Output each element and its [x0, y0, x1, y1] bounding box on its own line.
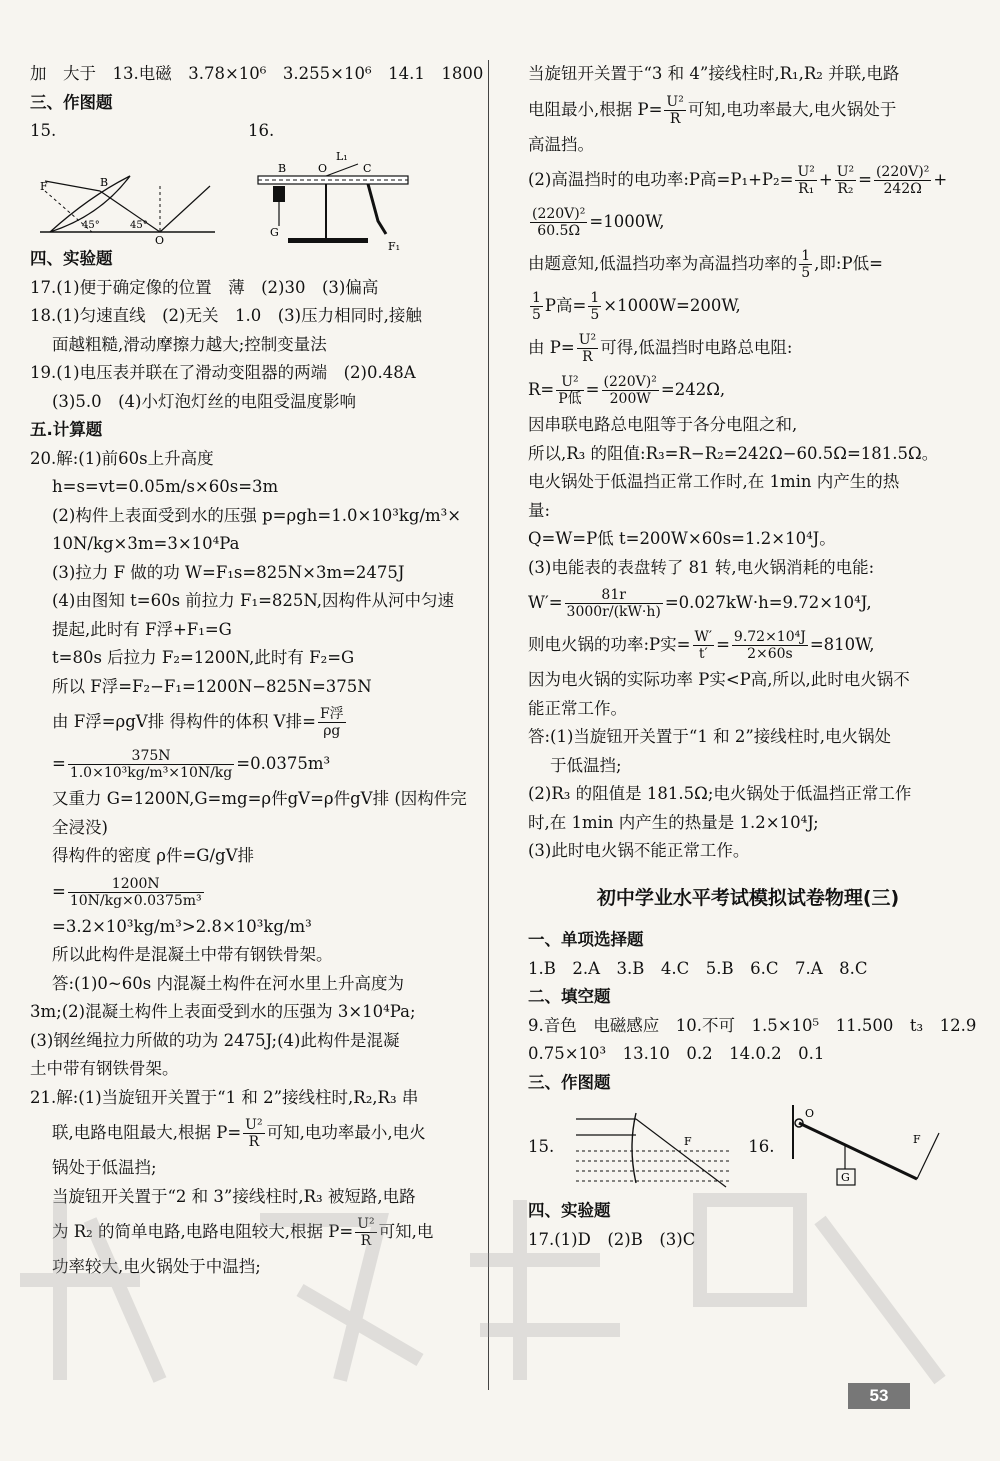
- diagram-16: [248, 117, 438, 265]
- label-G: G: [840, 1171, 850, 1184]
- denominator: 2×60s: [747, 646, 793, 662]
- fraction: [588, 290, 601, 323]
- label-angle-45: 45°: [130, 219, 148, 231]
- solution-line: 又重力 G=1200N,G=mg=ρ件gV=ρ件gV排 (因构件完: [52, 789, 467, 808]
- solution-line: (4)由图知 t=60s 前拉力 F₁=825N,因构件从河中匀速: [52, 591, 455, 610]
- formula-text: P高=: [544, 296, 587, 315]
- formula-text: 可知,电功率最小,电火: [266, 1123, 426, 1142]
- fraction: [795, 164, 816, 197]
- formula-text: ,即:P低=: [814, 254, 883, 273]
- formula-text: (2)高温挡时的电功率:P高=P₁+P₂=: [528, 170, 794, 189]
- numerator: U²: [556, 374, 583, 391]
- answer-line: 加 大于 13.电磁 3.78×10⁶ 3.255×10⁶ 14.1 1800: [30, 64, 484, 83]
- numerator: 1: [532, 290, 541, 306]
- solution-line: (2)R₃ 的阻值是 181.5Ω;电火锅处于低温挡正常工作: [528, 784, 912, 803]
- solution-line: 答:(1)0~60s 内混凝土构件在河水里上升高度为: [52, 973, 404, 993]
- formula-text: W′=: [528, 593, 563, 612]
- fraction: [243, 1117, 264, 1150]
- label-L1: L₁: [336, 149, 348, 163]
- solution-line: (2)构件上表面受到水的压强 p=ρgh=1.0×10³kg/m³×: [52, 505, 462, 525]
- formula-text: 可得,低温挡时电路总电阻:: [600, 338, 793, 357]
- solution-line: Q=W=P低 t=200W×60s=1.2×10⁴J。: [528, 529, 836, 548]
- answer-line: 17.(1)D (2)B (3)C: [528, 1229, 696, 1249]
- solution-line: 当旋钮开关置于“3 和 4”接线柱时,R₁,R₂ 并联,电路: [528, 64, 900, 83]
- right-column: [528, 60, 977, 1254]
- section-heading: 三、作图题: [528, 1072, 611, 1092]
- numerator: U²: [666, 93, 684, 110]
- lever-force-diagram: [787, 1099, 947, 1195]
- formula-text: =1000W,: [589, 212, 665, 231]
- denominator: 1.0×10³kg/m³×10N/kg: [69, 765, 233, 781]
- formula-line: [528, 582, 968, 624]
- label-O: O: [318, 161, 328, 175]
- solution-line: 得构件的密度 ρ件=G/gV排: [52, 846, 254, 865]
- answer-line: 19.(1)电压表并联在了滑动变阻器的两端 (2)0.48A: [30, 363, 416, 382]
- denominator: P低: [558, 391, 582, 407]
- solution-line: =3.2×10³kg/m³>2.8×10³kg/m³: [52, 916, 312, 936]
- solution-line: 时,在 1min 内产生的热量是 1.2×10⁴J;: [528, 812, 819, 832]
- formula-line: = $\frac{1200N}{\text{10N/kg×0.0375m³}}$: [52, 875, 202, 909]
- label-F: F: [40, 179, 48, 193]
- label-C: C: [363, 161, 372, 175]
- solution-line: 10N/kg×3m=3×10⁴Pa: [52, 534, 240, 553]
- section-heading: 一、单项选择题: [528, 930, 644, 949]
- fraction: [68, 748, 234, 781]
- fraction: [577, 332, 598, 365]
- label-F1: F₁: [388, 239, 401, 253]
- formula-text: R=: [528, 380, 555, 399]
- formula-line: [30, 1112, 470, 1154]
- denominator: 5: [532, 307, 541, 323]
- denominator: t′: [698, 646, 708, 662]
- column-divider: [488, 60, 489, 1390]
- answer-line: 18.(1)匀速直线 (2)无关 1.0 (3)压力相同时,接触: [30, 306, 422, 325]
- solution-line: 锅处于低温挡;: [52, 1158, 157, 1177]
- formula-line: [528, 243, 968, 285]
- fraction: [732, 629, 808, 662]
- numerator: U²: [797, 164, 815, 180]
- denominator: R: [582, 349, 593, 365]
- formula-text: 电阻最小,根据 P=: [528, 99, 663, 119]
- denominator: 60.5Ω: [537, 223, 581, 239]
- fraction: [799, 248, 812, 281]
- solution-line: t=80s 后拉力 F₂=1200N,此时有 F₂=G: [52, 648, 355, 667]
- refraction-diagram: [566, 1099, 736, 1195]
- solution-line: 高温挡。: [528, 134, 594, 154]
- section-heading: 四、实验题: [30, 249, 113, 268]
- lens-reflection-diagram: [30, 146, 220, 246]
- denominator: R: [248, 1134, 260, 1150]
- formula-line: (2)高温挡时的电功率:P高=P₁+P₂= $\frac{\text{U²}}{\text{R₁}}$ + $\frac{\text{U²}}{\text{R₂}}$ = $\frac{\text{(220V)²}}{242\Omega}$ +: [528, 164, 948, 197]
- solution-line: 于低温挡;: [550, 755, 622, 775]
- formula-text: 为 R₂ 的简单电路,电路电阻较大,根据 P=: [52, 1222, 354, 1241]
- label-angle-45: 45°: [82, 219, 100, 231]
- numerator: U²: [578, 332, 597, 348]
- solution-line: (3)此时电火锅不能正常工作。: [528, 841, 750, 860]
- solution-line: 所以,R₃ 的阻值:R₃=R−R₂=242Ω−60.5Ω=181.5Ω。: [528, 443, 939, 463]
- numerator: U²: [245, 1117, 263, 1133]
- diagram-number: 15.: [528, 1136, 555, 1156]
- numerator: W′: [694, 629, 713, 645]
- solution-line: 量:: [528, 500, 551, 520]
- solution-line: 提起,此时有 F浮+F₁=G: [52, 619, 232, 639]
- formula-text: ×1000W=200W,: [603, 296, 741, 315]
- section-heading: 三、作图题: [30, 92, 113, 112]
- solution-line: 当旋钮开关置于“2 和 3”接线柱时,R₃ 被短路,电路: [52, 1186, 416, 1206]
- solution-line: 21.解:(1)当旋钮开关置于“1 和 2”接线柱时,R₂,R₃ 串: [30, 1087, 419, 1107]
- label-B: B: [278, 161, 287, 175]
- fraction: [693, 629, 715, 662]
- exam-title: 初中学业水平考试模拟试卷物理(三): [596, 886, 900, 909]
- formula-text: =0.027kW·h=9.72×10⁴J,: [664, 593, 872, 612]
- section-heading: 四、实验题: [528, 1201, 611, 1220]
- numerator: F浮: [319, 706, 344, 722]
- fraction: [318, 706, 346, 739]
- answer-line: 9.音色 电磁感应 10.不可 1.5×10⁵ 11.500 t₃ 12.9: [528, 1015, 977, 1035]
- denominator: R₂: [837, 181, 854, 197]
- left-column: [30, 60, 484, 1282]
- label-F: F: [684, 1135, 692, 1148]
- formula-line: [528, 89, 968, 131]
- formula-line: R= $\frac{\text{U²}}{\text{P低}}$ = $\frac{\text{(220V)²}}{200W}$ =242Ω,: [528, 374, 726, 407]
- numerator: (220V)²: [875, 164, 930, 180]
- denominator: R₁: [798, 181, 815, 197]
- fraction: [530, 206, 587, 239]
- solution-line: 20.解:(1)前60s上升高度: [30, 448, 214, 468]
- formula-text: 由题意知,低温挡功率为高温挡功率的: [528, 254, 798, 273]
- solution-line: (3)钢丝绳拉力所做的功为 2475J;(4)此构件是混凝: [30, 1030, 400, 1050]
- solution-line: 所以此构件是混凝土中带有钢铁骨架。: [52, 945, 333, 964]
- section-heading: 二、填空题: [528, 987, 611, 1006]
- diagram-number: 15.: [30, 121, 57, 140]
- numerator: 375N: [68, 748, 234, 765]
- numerator: U²: [357, 1216, 375, 1232]
- formula-text: 则电火锅的功率:P实=: [528, 635, 691, 654]
- solution-line: 因串联电路总电阻等于各分电阻之和,: [528, 415, 798, 434]
- fraction: [530, 290, 543, 323]
- solution-line: 3m;(2)混凝土构件上表面受到水的压强为 3×10⁴Pa;: [30, 1002, 416, 1021]
- fraction: [664, 94, 685, 127]
- formula-text: 由 F浮=ρgV排 得构件的体积 V排=: [52, 712, 316, 731]
- fraction: [355, 1216, 376, 1249]
- section-heading: 五.计算题: [30, 420, 103, 439]
- fraction: [602, 374, 659, 407]
- numerator: U²: [836, 164, 855, 180]
- numerator: 81r: [565, 587, 663, 604]
- numerator: 1: [590, 290, 600, 306]
- lever-diagram: [248, 146, 438, 256]
- formula-text: 可知,电: [378, 1222, 434, 1241]
- solution-line: 答:(1)当旋钮开关置于“1 和 2”接线柱时,电火锅处: [528, 727, 892, 746]
- solution-line: 土中带有钢铁骨架。: [30, 1059, 179, 1078]
- denominator: 5: [801, 265, 811, 281]
- denominator: R: [360, 1233, 372, 1249]
- denominator: 200W: [609, 391, 651, 407]
- denominator: 10N/kg×0.0375m³: [69, 892, 202, 909]
- solution-line: 功率较大,电火锅处于中温挡;: [52, 1257, 261, 1276]
- fraction: [556, 374, 583, 407]
- denominator: R: [669, 110, 681, 127]
- fraction: [565, 587, 663, 620]
- solution-line: 电火锅处于低温挡正常工作时,在 1min 内产生的热: [528, 472, 900, 491]
- label-O: O: [804, 1107, 814, 1120]
- answer-line: 0.75×10³ 13.10 0.2 14.0.2 0.1: [528, 1044, 825, 1063]
- solution-line: 所以 F浮=F₂−F₁=1200N−825N=375N: [52, 676, 372, 696]
- numerator: 9.72×10⁴J: [733, 629, 806, 645]
- denominator: 242Ω: [883, 181, 922, 197]
- label-B: B: [100, 175, 109, 189]
- diagram-number: 16.: [748, 1136, 775, 1156]
- solution-line: (3)电能表的表盘转了 81 转,电火锅消耗的电能:: [528, 557, 875, 577]
- formula-line: [528, 285, 968, 327]
- solution-line: (3)拉力 F 做的功 W=F₁s=825N×3m=2475J: [52, 562, 405, 582]
- formula-text: =810W,: [809, 635, 875, 654]
- drawing-answers: [30, 117, 470, 253]
- formula-line: [528, 201, 968, 243]
- numerator: (220V)²: [603, 374, 657, 390]
- solution-line: 因为电火锅的实际功率 P实<P高,所以,此时电火锅不: [528, 670, 910, 689]
- answer-line: 1.B 2.A 3.B 4.C 5.B 6.C 7.A 8.C: [528, 958, 868, 978]
- formula-text: 联,电路电阻最大,根据 P=: [52, 1123, 242, 1142]
- formula-line: [528, 327, 968, 369]
- formula-text: =0.0375m³: [236, 754, 331, 773]
- formula-line: [30, 1211, 470, 1253]
- formula-line: 则电火锅的功率:P实= $\frac{W'}{t'}$ = $\frac{\text{9.72×10⁴J}}{2\times 60s}$ =810W,: [528, 629, 875, 662]
- answer-line: 17.(1)便于确定像的位置 薄 (2)30 (3)偏高: [30, 277, 379, 297]
- formula-text: 由 P=: [528, 338, 575, 357]
- formula-text: 可知,电功率最大,电火锅处于: [687, 99, 897, 119]
- formula-line: [30, 701, 470, 743]
- numerator: 1200N: [68, 876, 204, 893]
- denominator: ρg: [323, 723, 341, 739]
- denominator: 5: [590, 307, 600, 323]
- label-F: F: [912, 1133, 921, 1146]
- drawing-answers: [528, 1097, 968, 1197]
- answer-line: 面越粗糙,滑动摩擦力越大;控制变量法: [52, 334, 327, 354]
- denominator: 3000r/(kW·h): [566, 604, 661, 620]
- page-number: 53: [848, 1383, 910, 1409]
- label-G: G: [270, 225, 279, 239]
- solution-line: 全浸没): [52, 817, 108, 837]
- label-O: O: [155, 233, 165, 246]
- diagram-15: [30, 117, 220, 255]
- solution-line: h=s=vt=0.05m/s×60s=3m: [52, 477, 279, 496]
- formula-text: =242Ω,: [660, 380, 726, 399]
- fraction: [68, 876, 204, 909]
- solution-line: 能正常工作。: [528, 698, 627, 718]
- fraction: [874, 164, 931, 197]
- diagram-number: 16.: [248, 121, 275, 140]
- fraction: [835, 164, 856, 197]
- formula-line: = $\frac{375N}{\text{1.0×10³kg/m³×10N/kg}}$ =0.0375m³: [52, 748, 331, 781]
- numerator: 1: [801, 248, 811, 264]
- answer-line: (3)5.0 (4)小灯泡灯丝的电阻受温度影响: [52, 391, 356, 411]
- numerator: (220V)²: [532, 206, 586, 222]
